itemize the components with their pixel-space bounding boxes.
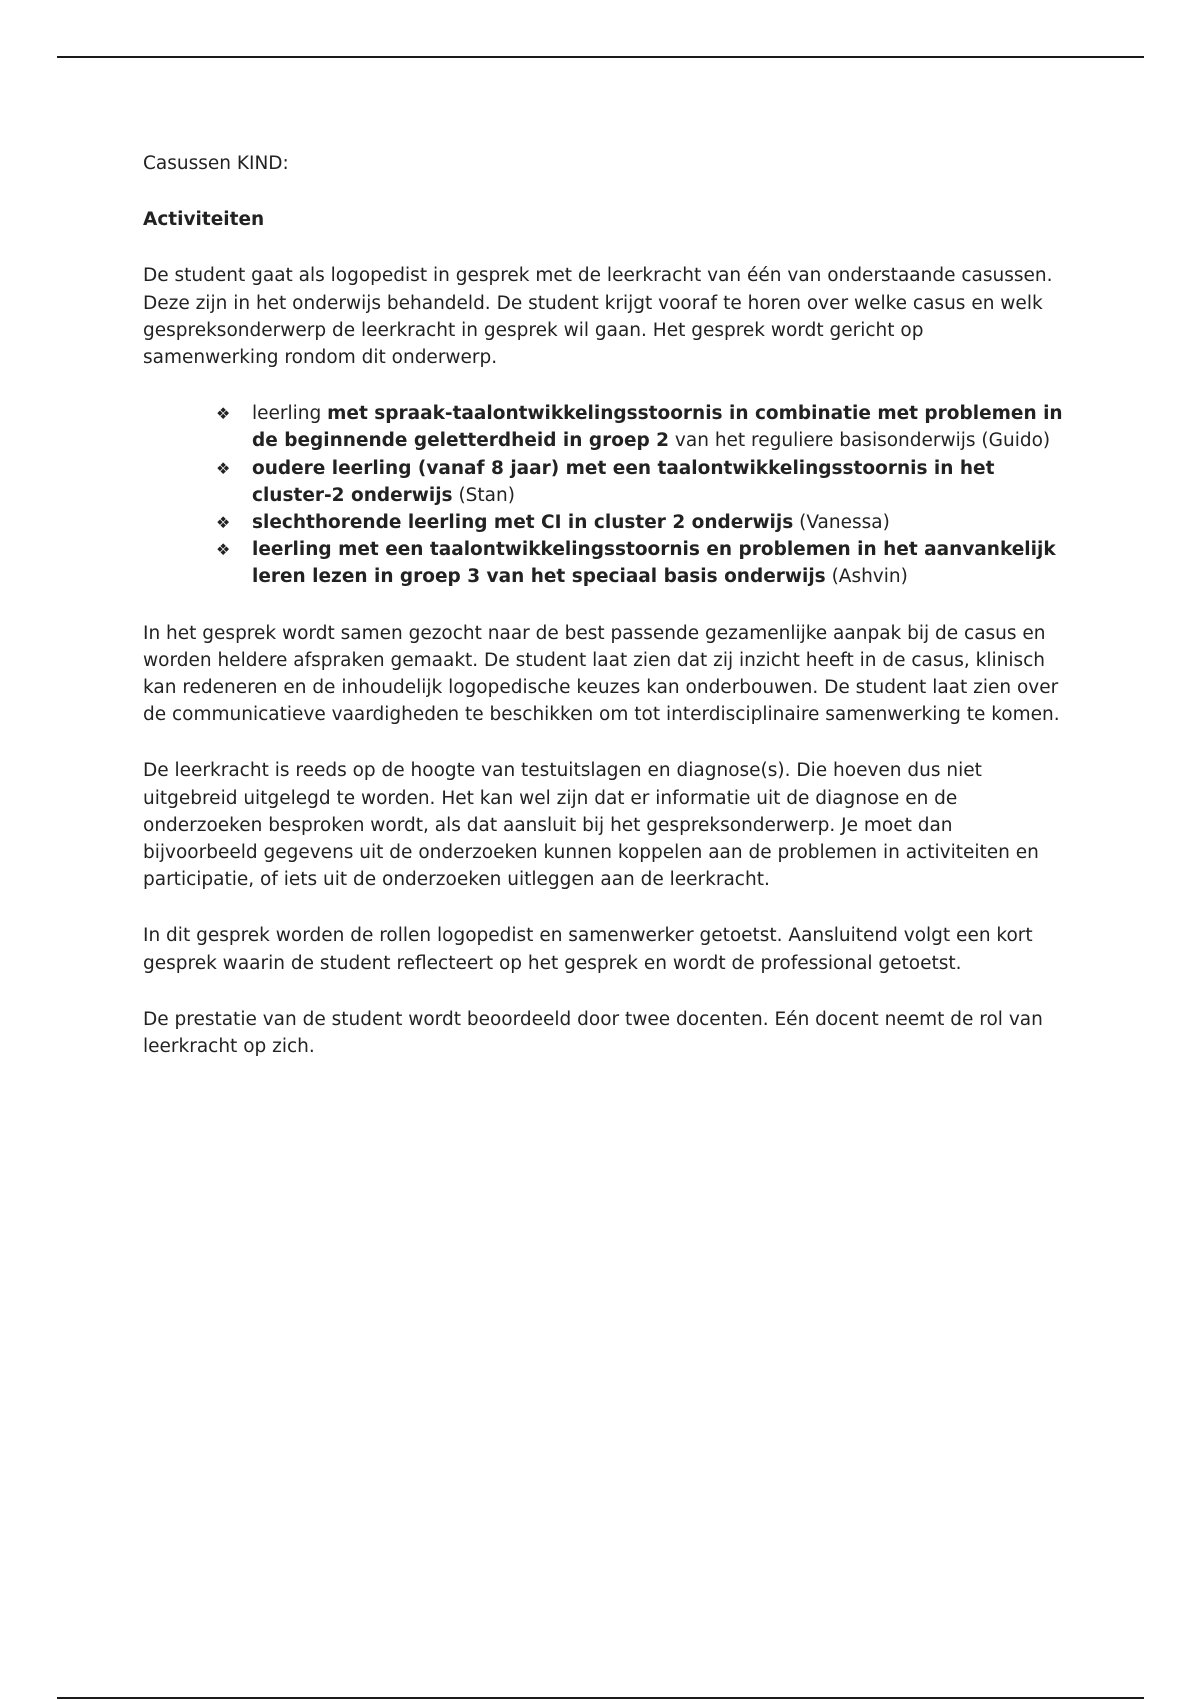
- list-item: [216, 509, 1063, 536]
- intro-paragraph: De student gaat als logopedist in gesprek met de leerkracht van één van onderstaande casussen. Deze zijn in het onderwijs behandeld. De student krijgt vooraf te horen over welke casus en welk gespreksonderwerp de leerkracht in gesprek wil gaan. Het gesprek wordt gericht op samenwerking rondom dit onderwerp.: [143, 265, 1053, 369]
- paragraph-roles: In dit gesprek worden de rollen logopedist en samenwerker getoetst. Aansluitend volgt een kort gesprek waarin de student reflecteert op het gesprek en wordt de professional getoetst.: [143, 925, 1033, 974]
- case-text-post: van het reguliere basisonderwijs (Guido): [669, 430, 1051, 452]
- paragraph-background: De leerkracht is reeds op de hoogte van testuitslagen en diagnose(s). Die hoeven dus niet uitgebreid uitgelegd te worden. Het kan wel zijn dat er informatie uit de diagnose en de onderzoeken besproken wordt, als dat aansluit bij het gespreksonderwerp. Je moet dan bijvoorbeeld gegevens uit de onderzoeken kunnen koppelen aan de problemen in activiteiten en participatie, of iets uit de onderzoeken uitleggen aan de leerkracht.: [143, 760, 1039, 891]
- diamond-bullet-icon: ❖: [216, 458, 231, 478]
- diamond-bullet-icon: ❖: [216, 404, 231, 424]
- case-text-bold: oudere leerling (vanaf 8 jaar) met een taalontwikkelingsstoornis in het cluster-2 onderwijs: [252, 457, 995, 506]
- paragraph-assessment: De prestatie van de student wordt beoordeeld door twee docenten. Eén docent neemt de rol van leerkracht op zich.: [143, 1008, 1043, 1058]
- case-text-bold: met spraak-taalontwikkelingsstoornis in combinatie met problemen in de beginnende geletterdheid in groep 2: [252, 403, 1063, 452]
- case-text-pre: leerling: [252, 403, 328, 425]
- list-item: [216, 536, 1063, 590]
- case-text-bold: leerling met een taalontwikkelingsstoornis en problemen in het aanvankelijk leren lezen in groep 3 van het speciaal basis onderwijs: [252, 539, 1056, 588]
- document-body: [143, 150, 1063, 1089]
- list-item: [216, 455, 1063, 509]
- case-text-post: (Vanessa): [793, 512, 890, 534]
- section-heading: Activiteiten: [143, 209, 265, 231]
- list-item: [216, 400, 1063, 454]
- diamond-bullet-icon: ❖: [216, 540, 231, 560]
- case-text-post: (Stan): [452, 484, 515, 506]
- diamond-bullet-icon: ❖: [216, 513, 231, 533]
- case-text-post: (Ashvin): [825, 566, 908, 588]
- case-text-bold: slechthorende leerling met CI in cluster 2 onderwijs: [252, 512, 794, 534]
- document-title: Casussen KIND:: [143, 153, 289, 174]
- header-rule: [57, 56, 1144, 58]
- paragraph-approach: In het gesprek wordt samen gezocht naar de best passende gezamenlijke aanpak bij de casus en worden heldere afspraken gemaakt. De student laat zien dat zij inzicht heeft in de casus, klinisch kan redeneren en de inhoudelijk logopedische keuzes kan onderbouwen. De student laat zien over de communicatieve vaardigheden te beschikken om tot interdisciplinaire samenwerking te komen.: [143, 622, 1060, 726]
- case-list: [143, 400, 1063, 590]
- footer-rule: [57, 1697, 1144, 1699]
